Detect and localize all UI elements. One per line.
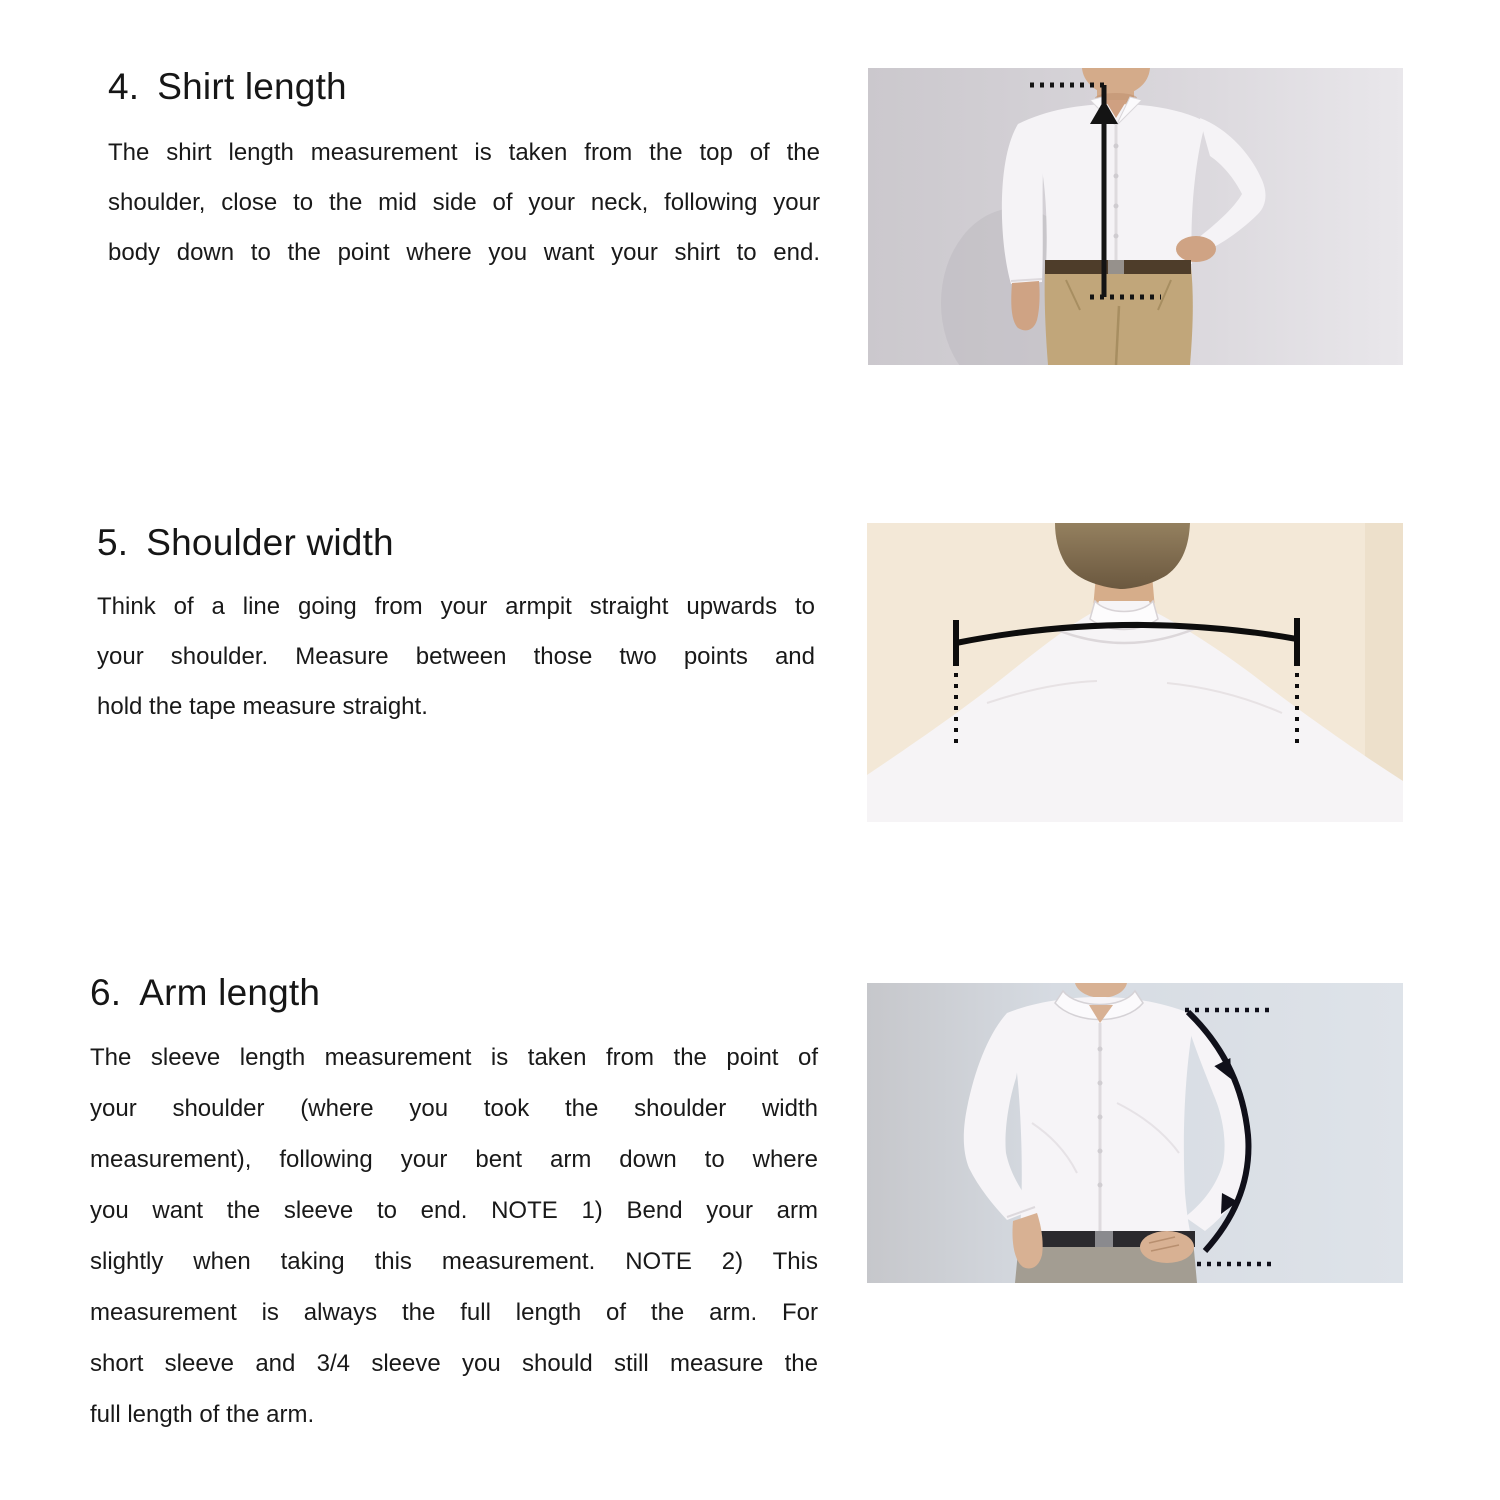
body-line: hold the tape measure straight. bbox=[97, 693, 428, 720]
body-line: The shirt length measurement is taken from the top of the bbox=[108, 139, 820, 166]
body-line: your shoulder. Measure between those two points and bbox=[97, 643, 815, 670]
section-number: 5. bbox=[97, 522, 129, 563]
section-heading bbox=[97, 520, 815, 566]
section-title: Shoulder width bbox=[146, 522, 394, 563]
body-line: slightly when taking this measurement. NOTE 2) This bbox=[90, 1248, 818, 1275]
section-body bbox=[90, 1032, 818, 1440]
section-body bbox=[97, 582, 815, 732]
section-body bbox=[108, 128, 820, 278]
body-line: you want the sleeve to end. NOTE 1) Bend your arm bbox=[90, 1197, 818, 1224]
section-title: Shirt length bbox=[157, 66, 347, 107]
body-line: full length of the arm. bbox=[90, 1401, 315, 1428]
shirt-length-illustration bbox=[868, 68, 1403, 365]
section-title: Arm length bbox=[139, 972, 321, 1013]
section-number: 6. bbox=[90, 972, 122, 1013]
body-line: short sleeve and 3/4 sleeve you should still measure the bbox=[90, 1350, 818, 1377]
body-line: shoulder, close to the mid side of your neck, following your bbox=[108, 189, 820, 216]
shirt-length-photo bbox=[868, 68, 1403, 365]
section-heading bbox=[90, 970, 818, 1016]
shoulder-width-photo bbox=[867, 523, 1403, 822]
body-line: your shoulder (where you took the shoulder width bbox=[90, 1095, 818, 1122]
body-line: body down to the point where you want your shirt to end. bbox=[108, 239, 820, 266]
body-line: measurement is always the full length of the arm. For bbox=[90, 1299, 818, 1326]
body-line: measurement), following your bent arm down to where bbox=[90, 1146, 818, 1173]
body-line: The sleeve length measurement is taken from the point of bbox=[90, 1044, 818, 1071]
section-heading bbox=[108, 64, 820, 110]
section-number: 4. bbox=[108, 66, 140, 107]
arm-length-photo bbox=[867, 983, 1403, 1283]
arm-length-illustration bbox=[867, 983, 1403, 1283]
shoulder-width-illustration bbox=[867, 523, 1403, 822]
body-line: Think of a line going from your armpit straight upwards to bbox=[97, 593, 815, 620]
